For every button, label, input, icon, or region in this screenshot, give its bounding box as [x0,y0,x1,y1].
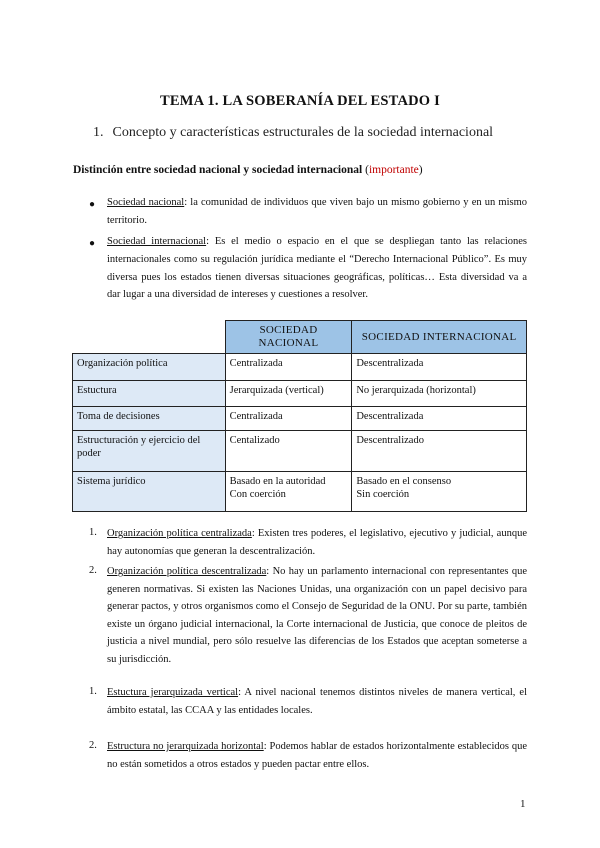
subheading-close: ) [418,164,423,176]
section-text: Concepto y características estructurales de la sociedad internacional [112,125,494,140]
cell-line: Basado en el consenso [356,476,452,487]
list-text: : No hay un parlamento internacional con representantes que generen normativas. Si existen las Naciones Unidas, una organización con un papel decisivo para generar pactos, y otros organismos como el Consejo de Seguridad de la ONU. Por su parte, también existe un órgano judicial internacional, la Corte internacional de Justicia, que conoce de pleitos de justicia a nivel mundial, pero sólo resuelve las diferencias de los Estados que aceptan someterse a su jurisdicción. [107,566,527,665]
table-corner [73,321,226,354]
table-row [73,381,527,407]
table-row [73,407,527,431]
cell-nacional: Centralizada [225,407,352,431]
comparison-table [72,320,527,512]
subheading [73,164,423,176]
section-heading [93,125,493,141]
list-text: : Existen tres poderes, el legislativo, ejecutivo y judicial, aunque hay autonomías que generan la descentralización. [107,528,527,557]
cell-internacional: Descentralizada [352,354,527,381]
bullet-text: : la comunidad de individuos que viven bajo un mismo gobierno y en un mismo territorio. [107,197,528,226]
page-title: TEMA 1. LA SOBERANÍA DEL ESTADO I [160,93,440,109]
list-term: Estructura no jerarquizada horizontal [107,741,264,752]
row-label: Sistema jurídico [73,472,226,512]
list-term: Organización política descentralizada [107,566,267,577]
list-term: Estuctura jerarquizada vertical [107,687,239,698]
table-header-row [73,321,527,354]
bullet-item [107,194,527,230]
cell-nacional [225,472,352,512]
list-text: : Podemos hablar de estados horizontalmente establecidos que no están sometidos a otros estados y pueden pactar entre ellos. [107,741,527,770]
bullet-icon: ● [89,199,96,210]
cell-internacional [352,472,527,512]
list-text: : A nivel nacional tenemos distintos niveles de manera vertical, el ámbito estatal, las CCAA y las entidades locales. [107,687,527,716]
cell-nacional: Jerarquizada (vertical) [225,381,352,407]
list-item [107,563,527,669]
bullet-text: : Es el medio o espacio en el que se despliegan tanto las relaciones internacionales como su regulación jurídica mediante el “Derecho Internacional Público”. Es muy diversa pues los estados tienen diversas situaciones geográficas, políticas… Esta diversidad va a dar lugar a una diversidad de intereses y cuestiones a resolver. [107,236,528,301]
list-item [107,684,527,719]
bullet-term: Sociedad nacional [107,197,185,208]
list-number: 2. [89,565,97,576]
subheading-bold: Distinción entre sociedad nacional y sociedad internacional [73,164,363,176]
list-number: 1. [89,527,97,538]
list-number: 2. [89,740,97,751]
list-item [107,738,527,773]
cell-line: Sin coerción [356,489,410,500]
section-number: 1. [93,125,104,140]
list-item [107,525,527,560]
cell-nacional: Centalizado [225,431,352,472]
cell-internacional: Descentralizada [352,407,527,431]
row-label: Estructuración y ejercicio del poder [73,431,226,472]
header-nacional: SOCIEDAD NACIONAL [225,321,352,354]
list-term: Organización política centralizada [107,528,252,539]
cell-internacional: No jerarquizada (horizontal) [352,381,527,407]
cell-nacional: Centralizada [225,354,352,381]
header-internacional: SOCIEDAD INTERNACIONAL [352,321,527,354]
bullet-term: Sociedad internacional [107,236,207,247]
cell-line: Basado en la autoridad [229,476,326,487]
page-number: 1 [520,798,526,810]
table-row [73,431,527,472]
bullet-item [107,233,527,304]
table-row [73,472,527,512]
list-number: 1. [89,686,97,697]
bullet-icon: ● [89,238,96,249]
cell-internacional: Descentralizado [352,431,527,472]
subheading-open: ( [362,164,369,176]
important-tag: importante [368,164,419,176]
row-label: Estuctura [73,381,226,407]
cell-line: Con coerción [229,489,286,500]
row-label: Organización política [73,354,226,381]
row-label: Toma de decisiones [73,407,226,431]
table-row [73,354,527,381]
